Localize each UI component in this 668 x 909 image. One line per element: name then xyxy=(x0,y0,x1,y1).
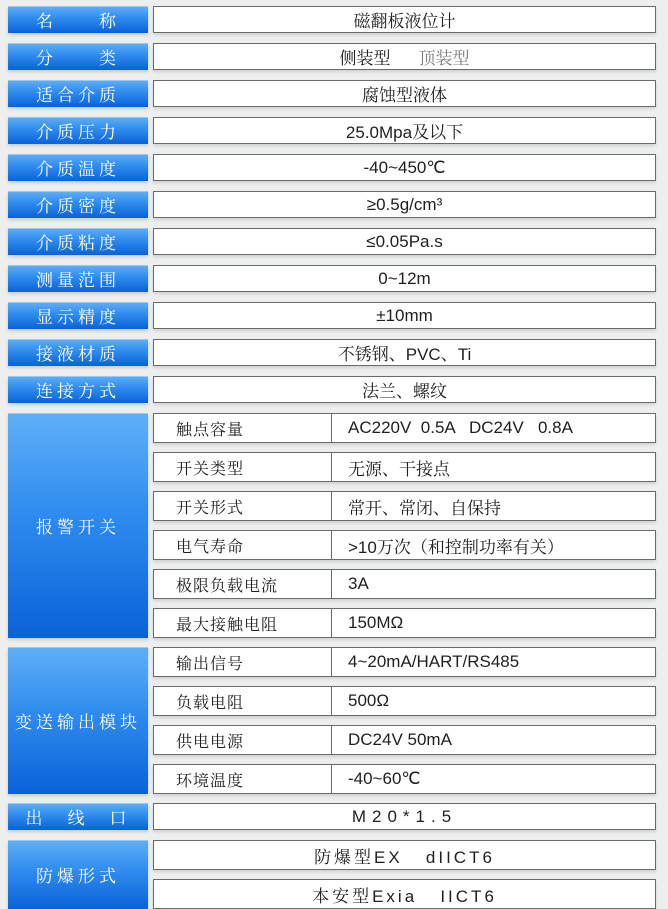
table-row-category xyxy=(8,43,656,70)
table-row-medium-pressure xyxy=(8,117,656,144)
sub-row-switch-type xyxy=(153,452,656,482)
explosion-proof-rows xyxy=(153,840,656,909)
row-value xyxy=(153,80,656,107)
row-label: 名 称 xyxy=(8,6,148,33)
sub-row-name: 开关形式 xyxy=(154,492,332,520)
value-text: -40~450℃ xyxy=(363,157,446,177)
row-value xyxy=(153,376,656,403)
sub-row-value: 4~20mA/HART/RS485 xyxy=(348,652,520,671)
table-row-medium-temperature xyxy=(8,154,656,181)
sub-row-explosion-proof-ex xyxy=(153,840,656,870)
sub-row-max-contact-resistance xyxy=(153,608,656,638)
row-value xyxy=(153,191,656,218)
sub-row-name: 环境温度 xyxy=(154,765,332,793)
sub-row-value: 3A xyxy=(348,574,369,593)
table-row-wetted-material xyxy=(8,339,656,366)
sub-row-name: 负载电阻 xyxy=(154,687,332,715)
sub-row-value: 无源、干接点 xyxy=(348,459,450,479)
group-label: 变送输出模块 xyxy=(8,647,148,794)
table-row-name xyxy=(8,6,656,33)
row-label: 介质压力 xyxy=(8,117,148,144)
explosion-proof-group xyxy=(8,840,656,909)
sub-row-electrical-life xyxy=(153,530,656,560)
row-label: 接液材质 xyxy=(8,339,148,366)
sub-row-value: >10万次（和控制功率有关） xyxy=(348,537,564,557)
sub-row-value: AC220V 0.5A DC24V 0.8A xyxy=(348,418,573,437)
table-row-connection-type xyxy=(8,376,656,403)
row-value xyxy=(153,117,656,144)
category-secondary-value: 顶装型 xyxy=(418,49,470,68)
sub-row-name: 最大接触电阻 xyxy=(154,609,332,637)
sub-row-switch-form xyxy=(153,491,656,521)
group-label: 防爆形式 xyxy=(8,840,148,909)
row-label: 适合介质 xyxy=(8,80,148,107)
row-value xyxy=(153,6,656,33)
value-text: 侧装型 xyxy=(339,49,391,68)
sub-row-value: DC24V 50mA xyxy=(348,730,452,749)
sub-row-limit-load-current xyxy=(153,569,656,599)
row-label: 介质温度 xyxy=(8,154,148,181)
alarm-switch-rows xyxy=(153,413,656,638)
row-value xyxy=(153,339,656,366)
row-label: 测量范围 xyxy=(8,265,148,292)
sub-row-value: 500Ω xyxy=(348,691,390,710)
sub-row-name: 供电电源 xyxy=(154,726,332,754)
row-label: 介质密度 xyxy=(8,191,148,218)
row-value xyxy=(153,154,656,181)
sub-row-name: 触点容量 xyxy=(154,414,332,442)
row-label: 显示精度 xyxy=(8,302,148,329)
row-label: 介质粘度 xyxy=(8,228,148,255)
value-text: 磁翻板液位计 xyxy=(353,12,456,31)
explosion-row-value: 防爆型EX dIICT6 xyxy=(314,847,495,867)
table-row-measure-range xyxy=(8,265,656,292)
row-value xyxy=(153,265,656,292)
value-text: ≤0.05Pa.s xyxy=(366,231,443,251)
row-value xyxy=(153,302,656,329)
sub-row-name: 输出信号 xyxy=(154,648,332,676)
alarm-switch-group xyxy=(8,413,656,638)
sub-row-value: 常开、常闭、自保持 xyxy=(348,498,501,518)
sub-row-output-signal xyxy=(153,647,656,677)
sub-row-intrinsic-safety-exia xyxy=(153,879,656,909)
row-label: 连接方式 xyxy=(8,376,148,403)
sub-row-name: 电气寿命 xyxy=(154,531,332,559)
table-row-display-accuracy xyxy=(8,302,656,329)
row-label: 出 线 口 xyxy=(8,803,148,830)
sub-row-value: -40~60℃ xyxy=(348,769,421,788)
value-text: 不锈钢、PVC、Ti xyxy=(337,345,472,364)
table-row-medium-viscosity xyxy=(8,228,656,255)
table-row-medium-density xyxy=(8,191,656,218)
value-text: 0~12m xyxy=(378,268,431,288)
sub-row-value: 150MΩ xyxy=(348,613,404,632)
value-text: M20*1.5 xyxy=(351,806,458,826)
sub-row-power-supply xyxy=(153,725,656,755)
sub-row-name: 极限负载电流 xyxy=(154,570,332,598)
value-text: 腐蚀型液体 xyxy=(362,86,447,105)
sub-row-name: 开关类型 xyxy=(154,453,332,481)
table-row-cable-outlet xyxy=(8,803,656,830)
explosion-row-value: 本安型Exia IICT6 xyxy=(312,886,497,906)
value-text: 法兰、螺纹 xyxy=(362,382,447,401)
table-row-suitable-medium xyxy=(8,80,656,107)
row-label: 分 类 xyxy=(8,43,148,70)
value-text: ≥0.5g/cm³ xyxy=(366,194,443,214)
row-value xyxy=(153,43,656,70)
group-label: 报警开关 xyxy=(8,413,148,638)
value-text: 25.0Mpa及以下 xyxy=(345,123,464,142)
value-text: ±10mm xyxy=(376,305,433,325)
sub-row-load-resistance xyxy=(153,686,656,716)
transmitter-group xyxy=(8,647,656,794)
sub-row-contact-capacity xyxy=(153,413,656,443)
transmitter-rows xyxy=(153,647,656,794)
row-value xyxy=(153,803,656,830)
sub-row-ambient-temperature xyxy=(153,764,656,794)
row-value xyxy=(153,228,656,255)
